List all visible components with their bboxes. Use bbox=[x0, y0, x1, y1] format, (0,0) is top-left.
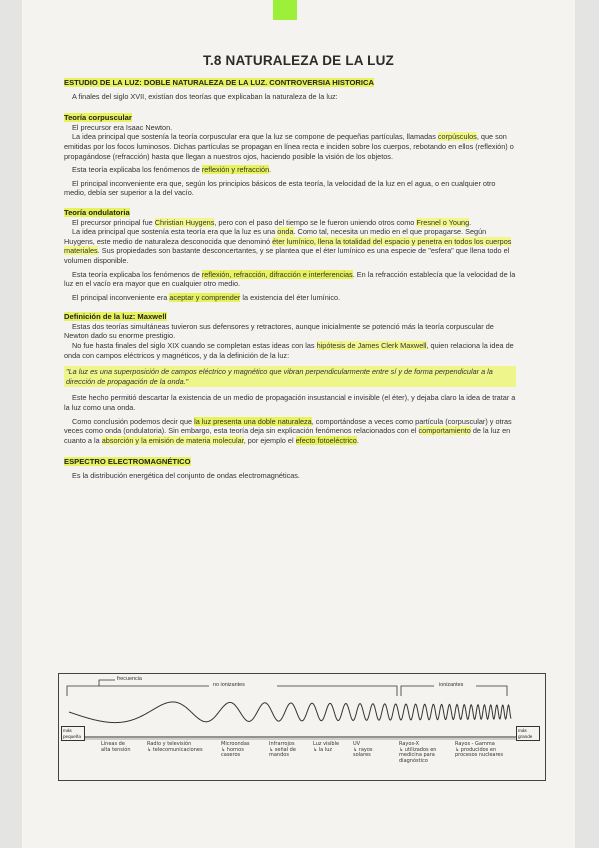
definition-quote: "La luz es una superposición de campos eléctrico y magnético que vibran perpendicularmente entre sí y de forma perpendicular a la dirección de propagación de la onda." bbox=[64, 366, 516, 387]
ond-precursor: El precursor principal fue Christian Huygens, pero con el paso del tiempo se le fueron uniendo otros como Fresnel o Young. bbox=[72, 217, 472, 227]
frecuencia-label: frecuencia bbox=[117, 676, 142, 682]
band-rayos-x: Rayos-X ↳ utilizados en medicina para diagnóstico bbox=[399, 741, 437, 764]
heading-ondulatoria: Teoría ondulatoria bbox=[64, 207, 130, 217]
band-luz-visible: Luz visible ↳ la luz bbox=[313, 741, 340, 753]
band-lineas-alta-tension: Líneas de alta tensión bbox=[101, 741, 131, 753]
def-eter: Este hecho permitió descartar la existencia de un medio de propagación insustancial e invisible (el éter), y dejaba claro la idea de tratar a la luz como una onda. bbox=[64, 393, 516, 413]
band-uv: UV ↳ rayos solares bbox=[353, 741, 373, 759]
spectrum-diagram bbox=[58, 673, 546, 781]
ond-idea: La idea principal que sostenía esta teoría era que la luz es una onda. Como tal, necesita un medio en el que propagarse. Según Huygens, este medio de naturaleza desconocida que denominó éter lumínico, llena la totalidad del espacio y penetra en todos los cuerpos materiales. Sus propiedades son bastante desconcertantes, y se plantea que el éter lumínico es una especie de "esfera" que llena todo el volumen disponible. bbox=[64, 227, 512, 265]
band-rayos-gamma: Rayos - Gamma ↳ producidos en procesos nucleares bbox=[455, 741, 504, 759]
band-infrarrojos: Infrarrojos ↳ señal de mandos bbox=[269, 741, 296, 759]
page-title: T.8 NATURALEZA DE LA LUZ bbox=[202, 53, 395, 68]
corp-inconveniente: El principal inconveniente era que, según los principios básicos de esta teoría, la velocidad de la luz en el agua, o en cualquier otro medio, debía ser superior a la del vacío. bbox=[64, 178, 496, 198]
band-microondas: Microondas ↳ hornos caseros bbox=[221, 741, 250, 759]
intro-paragraph: A finales del siglo XVII, existían dos teorías que explicaban la naturaleza de la luz: bbox=[72, 91, 338, 101]
heading-espectro: ESPECTRO ELECTROMAGNÉTICO bbox=[64, 457, 191, 467]
section-heading-estudio: ESTUDIO DE LA LUZ: DOBLE NATURALEZA DE LA LUZ. CONTROVERSIA HISTORICA bbox=[64, 78, 374, 87]
corp-precursor: El precursor era Isaac Newton. bbox=[72, 122, 173, 132]
highlight-tab bbox=[273, 0, 297, 20]
spectrum-drawing bbox=[59, 674, 545, 780]
box-mas-grande: más grande bbox=[516, 726, 540, 741]
def-teorias: Estas dos teorías simultáneas tuvieron sus defensores y retractores, aunque inicialmente se potenció más la teoría corpuscular de Newton dado su enorme prestigio. bbox=[64, 321, 494, 341]
ond-fenomenos: Esta teoría explicaba los fenómenos de reflexión, refracción, difracción e interferencias. En la refracción establecía que la velocidad de la luz en el vacío era mayor que en cualquier otro medio. bbox=[64, 269, 516, 289]
def-maxwell: No fue hasta finales del siglo XIX cuando se completan estas ideas con las hipótesis de James Clerk Maxwell, quien relaciona la idea de onda con campos eléctricos y magnéticos, y da la definición de la luz: bbox=[64, 341, 514, 360]
def-conclusion: Como conclusión podemos decir que la luz presenta una doble naturaleza, comportándose a veces como partícula (corpuscular) y otras veces como onda (ondulatoria). Sin embargo, esta teoría deja sin explicación fenómenos relacionados con el comportamiento de la luz en cuanto a la absorción y la emisión de materia molecular, por ejemplo el efecto fotoeléctrico. bbox=[64, 416, 512, 445]
no-ionizantes-label: no ionizantes bbox=[213, 682, 245, 688]
ond-inconveniente: El principal inconveniente era aceptar y comprender la existencia del éter lumínico. bbox=[72, 292, 341, 302]
band-radio-tv: Radio y televisión ↳ telecomunicaciones bbox=[147, 741, 203, 753]
heading-corpuscular: Teoría corpuscular bbox=[64, 113, 132, 123]
ionizantes-label: ionizantes bbox=[439, 682, 464, 688]
document-body bbox=[64, 78, 516, 481]
heading-maxwell: Definición de la luz: Maxwell bbox=[64, 312, 167, 322]
box-mas-pequena: más pequeña bbox=[61, 726, 85, 741]
corp-fenomenos: Esta teoría explicaba los fenómenos de reflexión y refracción. bbox=[72, 165, 272, 175]
espectro-definicion: Es la distribución energética del conjunto de ondas electromagnéticas. bbox=[72, 471, 300, 480]
corp-idea: La idea principal que sostenía la teoría corpuscular era que la luz se compone de pequeñas partículas, llamadas corpúsculos, que son emitidas por los focos luminosos. Dichas partículas se propagan en línea recta e inciden sobre los cuerpos, rebotando en ellos (reflexión) o propagándose (refracción) hasta que llegan a nuestros ojos, haciendo posible la visión de los objetos. bbox=[64, 132, 514, 161]
